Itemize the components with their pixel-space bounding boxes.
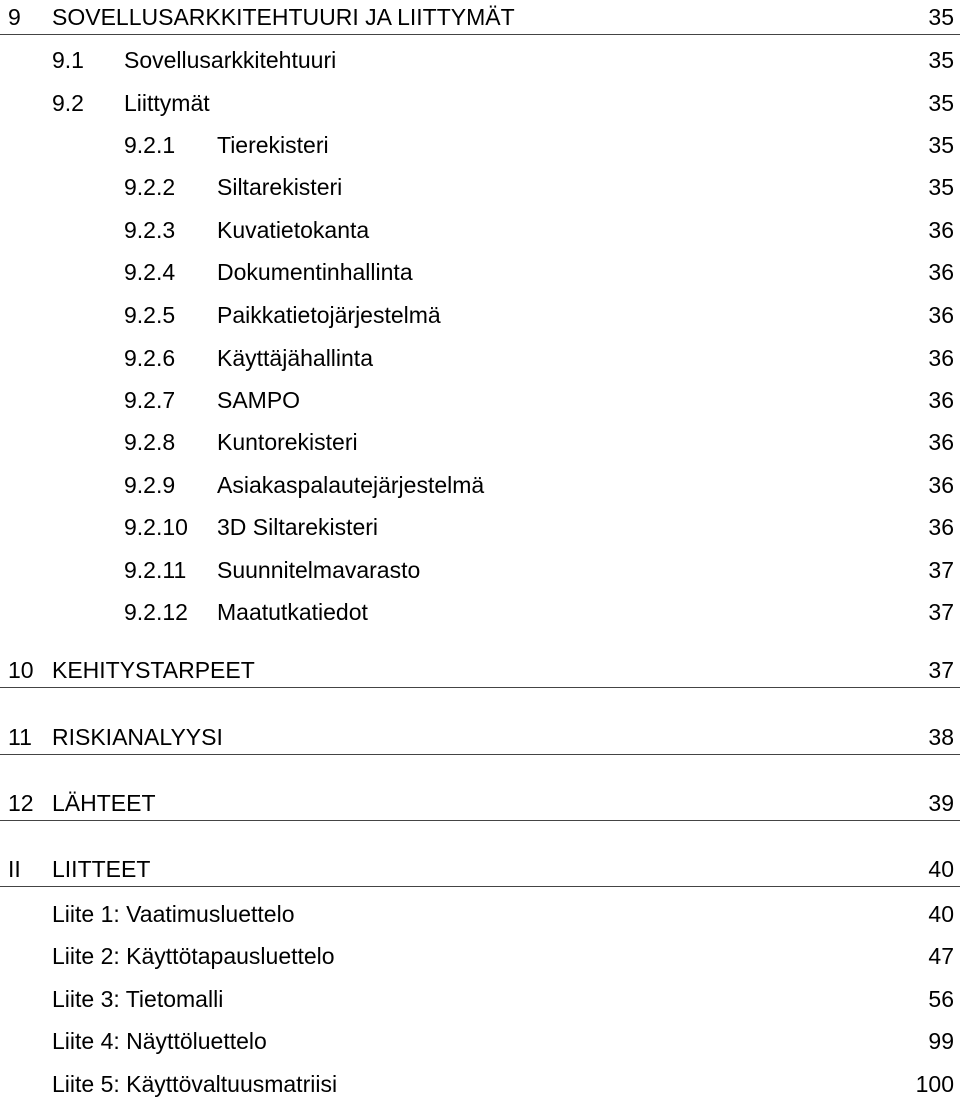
toc-entry-chapter[interactable] [0,786,960,820]
toc-entry-title: SOVELLUSARKKITEHTUURI JA LIITTYMÄT [52,4,515,30]
divider [0,820,960,821]
toc-entry-number: II [8,856,21,882]
toc-entry-chapter[interactable] [0,852,960,886]
toc-entry-title: Paikkatietojärjestelmä [217,302,441,328]
toc-entry-number: 9.2.5 [124,302,176,328]
toc-entry-title: Kuvatietokanta [217,217,370,243]
toc-entry-number: 9.2.1 [124,132,176,158]
toc-entry-number: 9.2.6 [124,345,176,371]
toc-entry-subsection[interactable] [0,553,960,587]
toc-entry-number: 9.2 [52,90,84,116]
toc-entry-subsection[interactable] [0,298,960,332]
divider [0,34,960,35]
toc-entry-page: 36 [928,217,954,243]
toc-entry-title: Kuntorekisteri [217,429,358,455]
toc-entry-page: 36 [928,429,954,455]
toc-entry-number: 9.2.3 [124,217,176,243]
toc-entry-page: 99 [928,1028,954,1054]
toc-entry-title: Suunnitelmavarasto [217,557,421,583]
toc-entry-subsection[interactable] [0,213,960,247]
toc-entry-page: 38 [928,724,954,750]
toc-entry-subsection[interactable] [0,255,960,289]
toc-entry-title: LIITTEET [52,856,151,882]
toc-entry-subsection[interactable] [0,341,960,375]
toc-entry-page: 36 [928,387,954,413]
toc-entry-title: RISKIANALYYSI [52,724,223,750]
toc-entry-section[interactable] [0,86,960,120]
toc-entry-number: 9.1 [52,47,84,73]
toc-entry-page: 36 [928,259,954,285]
toc-entry-appendix[interactable] [0,982,960,1016]
toc-entry-page: 40 [928,856,954,882]
toc-entry-page: 35 [928,4,954,30]
toc-entry-number: 9.2.4 [124,259,176,285]
toc-entry-page: 35 [928,132,954,158]
toc-entry-subsection[interactable] [0,425,960,459]
toc-entry-title: Asiakaspalautejärjestelmä [217,472,485,498]
toc-entry-title: Liite 1: Vaatimusluettelo [52,901,295,927]
toc-entry-page: 56 [928,986,954,1012]
toc-entry-page: 37 [928,599,954,625]
toc-entry-page: 35 [928,174,954,200]
toc-entry-appendix[interactable] [0,939,960,973]
toc-entry-page: 37 [928,657,954,683]
toc-entry-subsection[interactable] [0,595,960,629]
toc-entry-title: Käyttäjähallinta [217,345,373,371]
toc-entry-title: Sovellusarkkitehtuuri [124,47,337,73]
divider [0,687,960,688]
toc-entry-subsection[interactable] [0,128,960,162]
toc-entry-page: 36 [928,302,954,328]
divider [0,886,960,887]
toc-entry-page: 35 [928,90,954,116]
toc-entry-page: 35 [928,47,954,73]
toc-entry-page: 100 [915,1071,954,1097]
toc-entry-appendix[interactable] [0,1067,960,1101]
toc-entry-title: 3D Siltarekisteri [217,514,379,540]
toc-entry-title: Tierekisteri [217,132,329,158]
toc-entry-chapter[interactable] [0,720,960,754]
toc-entry-page: 36 [928,472,954,498]
toc-entry-number: 12 [8,790,34,816]
toc-entry-subsection[interactable] [0,510,960,544]
toc-entry-section[interactable] [0,43,960,77]
toc-entry-page: 36 [928,514,954,540]
toc-entry-title: Liittymät [124,90,210,116]
toc-entry-page: 47 [928,943,954,969]
toc-entry-page: 37 [928,557,954,583]
toc-entry-title: Liite 4: Näyttöluettelo [52,1028,267,1054]
toc-entry-number: 11 [8,724,32,750]
toc-entry-number: 9.2.11 [124,557,187,583]
toc-entry-title: LÄHTEET [52,790,156,816]
toc-entry-subsection[interactable] [0,383,960,417]
toc-entry-number: 10 [8,657,34,683]
toc-entry-page: 36 [928,345,954,371]
toc-entry-title: Dokumentinhallinta [217,259,413,285]
toc-entry-title: Liite 2: Käyttötapausluettelo [52,943,335,969]
toc-entry-page: 39 [928,790,954,816]
toc-entry-number: 9.2.9 [124,472,176,498]
toc-entry-title: Maatutkatiedot [217,599,368,625]
divider [0,754,960,755]
toc-entry-title: SAMPO [217,387,301,413]
toc-entry-chapter[interactable] [0,0,960,34]
toc-entry-chapter[interactable] [0,653,960,687]
toc-entry-title: Liite 3: Tietomalli [52,986,224,1012]
toc-entry-number: 9.2.8 [124,429,176,455]
toc-entry-number: 9.2.7 [124,387,176,413]
toc-entry-title: KEHITYSTARPEET [52,657,255,683]
toc-entry-appendix[interactable] [0,897,960,931]
toc-entry-subsection[interactable] [0,170,960,204]
toc-entry-title: Liite 5: Käyttövaltuusmatriisi [52,1071,338,1097]
toc-entry-number: 9.2.10 [124,514,188,540]
toc-entry-number: 9.2.2 [124,174,176,200]
toc-entry-page: 40 [928,901,954,927]
toc-entry-number: 9 [8,4,21,30]
toc-entry-appendix[interactable] [0,1024,960,1058]
toc-entry-title: Siltarekisteri [217,174,343,200]
toc-entry-number: 9.2.12 [124,599,188,625]
toc-entry-subsection[interactable] [0,468,960,502]
